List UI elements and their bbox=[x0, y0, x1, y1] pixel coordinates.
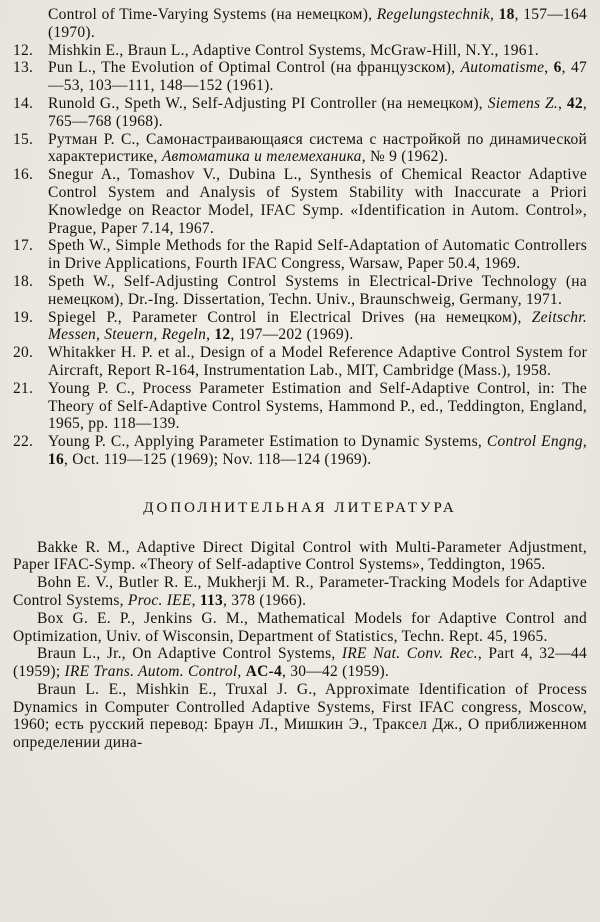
bibliography-paragraph: Braun L. E., Mishkin E., Truxal J. G., Approximate Identification of Process Dynamics in Computer Controlled Adaptive Systems, First IFAC congress, Moscow, 1960; есть русский перевод: Браун Л., Мишкин Э., Траксел Дж., О приближенном определении дина- bbox=[13, 680, 587, 752]
section-heading-additional-literature: ДОПОЛНИТЕЛЬНАЯ ЛИТЕРАТУРА bbox=[143, 499, 457, 516]
reference-number: 18. bbox=[13, 272, 34, 290]
bibliography-paragraph: Bohn E. V., Butler R. E., Mukherji M. R., Parameter-Tracking Models for Adaptive Control Systems, Proc. IEE, 113, 378 (1966). bbox=[13, 574, 587, 609]
reference-number: 21. bbox=[13, 379, 34, 397]
reference-item bbox=[13, 59, 587, 95]
reference-text: Speth W., Self-Adjusting Control Systems in Electrical-Drive Technology (на немецком), Dr.-Ing. Dissertation, Techn. Univ., Braunschweig, Germany, 1971. bbox=[48, 272, 587, 308]
reference-item bbox=[13, 166, 587, 237]
reference-text: Speth W., Simple Methods for the Rapid Self-Adaptation of Automatic Controllers in Drive Applications, Fourth IFAC Congress, Warsaw, Paper 50.4, 1969. bbox=[48, 237, 587, 273]
reference-text: Pun L., The Evolution of Optimal Control (на французском), Automatisme, 6, 47—53, 103—111, 148—152 (1961). bbox=[48, 59, 588, 95]
bibliography-paragraph: Bakke R. M., Adaptive Direct Digital Control with Multi-Parameter Adjustment, Paper IFAC-Symp. «Theory of Self-adaptive Control Systems», Teddington, 1965. bbox=[13, 538, 587, 574]
reference-text: Spiegel P., Parameter Control in Electrical Drives (на немецком), Zeitschr. Messen, Steuern, Regeln, 12, 197—202 (1969). bbox=[48, 308, 587, 344]
reference-number: 19. bbox=[13, 308, 34, 326]
additional-literature-list bbox=[13, 539, 587, 753]
reference-number: 12. bbox=[13, 41, 34, 59]
reference-item bbox=[13, 237, 587, 273]
reference-item bbox=[13, 433, 587, 469]
reference-text: Young P. C., Process Parameter Estimation and Self-Adaptive Control, in: The Theory of Self-Adaptive Control Systems, Hammond P., ed., Teddington, England, 1965, pp. 118—139. bbox=[48, 379, 587, 433]
reference-number: 16. bbox=[13, 166, 34, 184]
reference-item bbox=[13, 95, 587, 131]
reference-item bbox=[13, 344, 587, 380]
reference-text: Snegur A., Tomashov V., Dubina L., Synthesis of Chemical Reactor Adaptive Control System and Analysis of System Stability with Inaccurate a Priori Knowledge on Reactor Model, IFAC Symp. «Identification in Autom. Control», Prague, Paper 7.14, 1967. bbox=[48, 166, 587, 237]
reference-item bbox=[13, 273, 587, 309]
reference-number: 13. bbox=[13, 59, 34, 77]
reference-item bbox=[13, 42, 587, 60]
reference-number: 14. bbox=[13, 94, 34, 112]
reference-text: Whitakker H. P. et al., Design of a Model Reference Adaptive Control System for Aircraft, Report R-164, Instrumentation Lab., MIT, Cambridge (Mass.), 1958. bbox=[48, 344, 587, 379]
bibliography-paragraph: Braun L., Jr., On Adaptive Control Systems, IRE Nat. Conv. Rec., Part 4, 32—44 (1959); IRE Trans. Autom. Control, AC-4, 30—42 (1959). bbox=[13, 645, 587, 681]
bibliography-paragraph: Box G. E. P., Jenkins G. M., Mathematical Models for Adaptive Control and Optimization, Univ. of Wisconsin, Department of Statistics, Techn. Rept. 45, 1965. bbox=[13, 609, 587, 645]
reference-number: 15. bbox=[13, 130, 34, 148]
reference-number: 20. bbox=[13, 344, 34, 362]
reference-list bbox=[13, 42, 587, 469]
reference-text: Рутман Р. С., Самонастраивающаяся система с настройкой по динамической характеристике, Автоматика и телемеханика, № 9 (1962). bbox=[48, 130, 587, 166]
reference-continuation: Control of Time-Varying Systems (на немецком), Regelungstechnik, 18, 157—164 (1970). bbox=[48, 6, 588, 41]
reference-number: 22. bbox=[13, 433, 34, 451]
reference-text: Young P. C., Applying Parameter Estimation to Dynamic Systems, Control Engng, 16, Oct. 119—125 (1969); Nov. 118—124 (1969). bbox=[48, 433, 587, 468]
reference-number: 17. bbox=[13, 237, 34, 255]
reference-item bbox=[13, 380, 587, 433]
reference-item bbox=[13, 131, 587, 167]
reference-item bbox=[13, 309, 587, 345]
reference-text: Runold G., Speth W., Self-Adjusting PI Controller (на немецком), Siemens Z., 42, 765—768 (1968). bbox=[48, 94, 587, 130]
reference-text: Mishkin E., Braun L., Adaptive Control Systems, McGraw-Hill, N.Y., 1961. bbox=[48, 41, 539, 59]
